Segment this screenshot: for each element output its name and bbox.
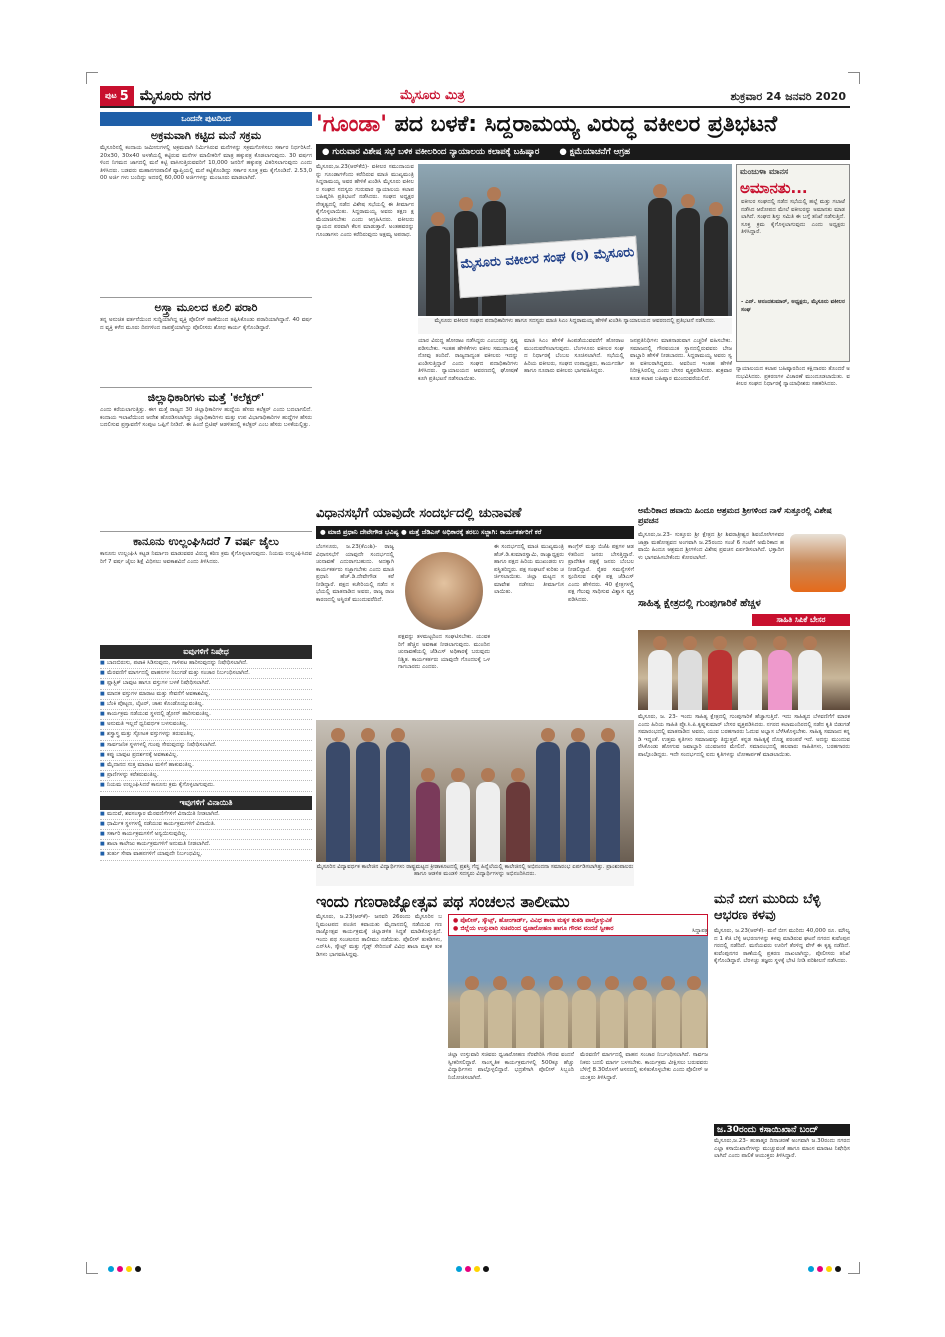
registration-marks <box>108 1266 141 1272</box>
person-figure <box>648 198 672 316</box>
ashram-body: ಮೈಸೂರು,ಜ.23- ಸುತ್ತೂರು ಶ್ರೀ ಕ್ಷೇತ್ರದ ಶ್ರೀ ಶಿವರಾತ್ರೀಶ್ವರ ಶಿವಯೋಗಿಗಳವರ ಜಾತ್ರಾ ಮಹೋತ್ಸವದ ಅಂಗವಾಗಿ ಜ.25ರಂದು ಸಂಜೆ 6 ಗಂಟೆಗೆ ಅಮೆರಿಕಾದ ಹವಾಯಿ ಹಿಂದೂ ಆಶ್ರಮದ ಶ್ರೀಗಳಿಂದ ವಿಶೇಷ ಪ್ರವಚನ ಏರ್ಪಡಿಸಲಾಗಿದೆ. ಭಕ್ತಾದಿಗಳು ಭಾಗವಹಿಸಬೇಕೆಂದು ಕೋರಲಾಗಿದೆ. <box>638 532 784 561</box>
list-item: ■ ಮದುವೆ, ಶವಸಂಸ್ಕಾರ ಮೆರವಣಿಗೆಗಳಿಗೆ ವಿನಾಯಿತಿ ನೀಡಲಾಗಿದೆ. <box>100 810 312 820</box>
person-figure <box>326 742 350 862</box>
sidebox-label: ಮಂಜುಳಾ ಮಾನಸ <box>740 167 789 176</box>
person-figure <box>476 782 500 862</box>
sidebox-byline: - ಎನ್. ಆನಂದಕುಮಾರ್, ಅಧ್ಯಕ್ಷರು, ಮೈಸೂರು ವಕೀಲರ ಸಂಘ <box>741 299 845 313</box>
divider <box>100 531 312 532</box>
ashram-headline: ಅಮೆರಿಕಾದ ಹವಾಯಿ ಹಿಂದೂ ಆಶ್ರಮದ ಶ್ರೀಗಳಿಂದ ನಾಳೆ ಸುತ್ತೂರಲ್ಲಿ ವಿಶೇಷ ಪ್ರವಚನ <box>638 506 832 525</box>
person-figure <box>446 782 470 862</box>
lead-body: ಯಾರ ವಿರುದ್ಧ ಹೋರಾಟ ನಡೆಸಿದ್ದರು ಎಂಬುದನ್ನು ಸ್ಪಷ್ಟಪಡಿಸಬೇಕು. ಇಂತಹ ಹೇಳಿಕೆಗಳು ವಕೀಲ ಸಮುದಾಯಕ್ಕೆ ನೋವು ತಂದಿದೆ. ರಾಜ್ಯದಾದ್ಯಂತ ವಕೀಲರು ಇದನ್ನು ಖಂಡಿಸುತ್ತಿದ್ದಾರೆ ಎಂದು ಸಂಘದ ಪದಾಧಿಕಾರಿಗಳು ತಿಳಿಸಿದರು. ನ್ಯಾಯಾಲಯದ ಆವರಣದಲ್ಲಿ ಘೋಷಣೆ ಕೂಗಿ ಪ್ರತಿಭಟನೆ ನಡೆಸಲಾಯಿತು. <box>418 338 518 382</box>
person-figure <box>704 216 728 316</box>
person-figure <box>536 742 560 862</box>
election-headline: ವಿಧಾನಸಭೆಗೆ ಯಾವುದೇ ಸಂದರ್ಭದಲ್ಲಿ ಚುನಾವಣೆ <box>316 506 522 521</box>
lead-subheadline: ● ಗುರುವಾರ ವಿಶೇಷ ಸಭೆ ಬಳಿಕ ವಕೀಲರಿಂದ ನ್ಯಾಯಾಲಯ ಕಲಾಪಕ್ಕೆ ಬಹಿಷ್ಕಾರ ● ಕ್ಷಮೆಯಾಚನೆಗೆ ಆಗ್ರಹ <box>316 144 850 160</box>
list-item: ■ ಬಾಣಬಿರುಸು, ಪಟಾಕಿ ಸಿಡಿಸುವುದು, ಗಾಳಿಪಟ ಹಾರಿಸುವುದನ್ನು ನಿಷೇಧಿಸಲಾಗಿದೆ. <box>100 659 312 669</box>
lead-body: ಜನಪ್ರತಿನಿಧಿಗಳು ಮಾತನಾಡುವಾಗ ಎಚ್ಚರಿಕೆ ವಹಿಸಬೇಕು. ಸಮಾಜದಲ್ಲಿ ಗೌರವಯುತ ಸ್ಥಾನದಲ್ಲಿರುವವರು ಬೇಜವಾಬ್ದಾರಿ ಹೇಳಿಕೆ ನೀಡಬಾರದು. ಸಿದ್ದರಾಮಯ್ಯ ಅವರು ಸ್ವತಃ ವಕೀಲರಾಗಿದ್ದವರು. ಅವರಿಂದ ಇಂತಹ ಹೇಳಿಕೆ ನಿರೀಕ್ಷಿಸಿರಲಿಲ್ಲ ಎಂದು ಬೇಸರ ವ್ಯಕ್ತಪಡಿಸಿದರು. ಶುಕ್ರವಾರ ಕೂಡ ಕಲಾಪ ಬಹಿಷ್ಕಾರ ಮುಂದುವರೆಯಲಿದೆ. <box>630 338 732 382</box>
sidebox-continued: ನ್ಯಾಯಾಲಯದ ಕಲಾಪ ಬಹಿಷ್ಕಾರದಿಂದ ಕಕ್ಷಿದಾರರು ತೊಂದರೆ ಅನುಭವಿಸಿದರು. ಪ್ರಕರಣಗಳ ವಿಚಾರಣೆ ಮುಂದೂಡಲಾಯಿತು. ವಕೀಲರ ಸಂಘದ ನಿರ್ಧಾರಕ್ಕೆ ನ್ಯಾಯಾಧೀಶರು ಸಹಕರಿಸಿದರು. <box>736 366 850 387</box>
person-figure <box>416 782 440 862</box>
person-figure <box>426 226 450 316</box>
newspaper-page <box>100 86 850 1266</box>
theft-headline: ಮನೆ ಬೀಗ ಮುರಿದು ಬೆಳ್ಳಿ ಆಭರಣ ಕಳವು <box>714 892 821 923</box>
person-figure <box>596 742 620 862</box>
story-headline: ಜಿಲ್ಲಾಧಿಕಾರಿಗಳು ಮತ್ತೆ 'ಕಲೆಕ್ಟರ್' <box>147 391 265 404</box>
list-item: ■ ಕಾರ್ಯಕ್ರಮ ನಡೆಯುವ ಸ್ಥಳದಲ್ಲಿ ಡ್ರೋನ್ ಹಾರಿಸುವಂತಿಲ್ಲ. <box>100 710 312 720</box>
issue-date: ಶುಕ್ರವಾರ 24 ಜನವರಿ 2020 <box>730 90 846 103</box>
story-body: ಎಂದು ಕರೆಯಲಾಗುತ್ತಿತ್ತು. ಈಗ ಮತ್ತೆ ರಾಜ್ಯದ 30 ಜಿಲ್ಲಾಧಿಕಾರಿಗಳ ಹುದ್ದೆಯ ಹೆಸರು ಕಲೆಕ್ಟರ್ ಎಂದು ಬದಲಾಗಲಿದೆ. ಕಂದಾಯ ಇಲಾಖೆಯಿಂದ ಆದೇಶ ಹೊರಡಿಸಲಾಗಿದ್ದು ಜಿಲ್ಲಾಧಿಕಾರಿಗಳು ಮತ್ತು ಉಪ ವಿಭಾಗಾಧಿಕಾರಿಗಳ ಹುದ್ದೆಗಳ ಹೆಸರು ಬದಲಿಸುವ ಪ್ರಸ್ತಾವನೆಗೆ ಸಂಪುಟ ಒಪ್ಪಿಗೆ ನೀಡಿದೆ. ಈ ಹಿಂದೆ ಬ್ರಿಟಿಷ್ ಆಡಳಿತದಲ್ಲಿ ಕಲೆಕ್ಟರ್ ಎಂಬ ಹೆಸರು ಬಳಕೆಯಲ್ಲಿತ್ತು. <box>100 407 312 428</box>
list-item: ■ ಧಾರ್ಮಿಕ ಸ್ಥಳಗಳಲ್ಲಿ ನಡೆಯುವ ಕಾರ್ಯಕ್ರಮಗಳಿಗೆ ವಿನಾಯಿತಿ. <box>100 820 312 830</box>
list-item: ■ ಪ್ರಾಣಿಗಳನ್ನು ಕರೆತರುವಂತಿಲ್ಲ. <box>100 771 312 781</box>
list-item: ■ ಬೆಂಕಿ ಪೊಟ್ಟಣ, ಲೈಟರ್, ಚಾಕು ಕೊಂಡೊಯ್ಯುವಂತಿಲ್ಲ. <box>100 700 312 710</box>
lead-body: ಮೈಸೂರು,ಜ.23(ಆರ್‌ಕೆಬಿ)- ವಕೀಲರ ಸಮುದಾಯವನ್ನು ಗೂಂಡಾಗಳೆಂದು ಕರೆದಿರುವ ಮಾಜಿ ಮುಖ್ಯಮಂತ್ರಿ ಸಿದ್ದರಾಮಯ್ಯ ಅವರ ಹೇಳಿಕೆ ಖಂಡಿಸಿ ಮೈಸೂರು ವಕೀಲರ ಸಂಘದ ಸದಸ್ಯರು ಗುರುವಾರ ನ್ಯಾಯಾಲಯ ಕಲಾಪ ಬಹಿಷ್ಕರಿಸಿ ಪ್ರತಿಭಟನೆ ನಡೆಸಿದರು. ಸಂಘದ ಅಧ್ಯಕ್ಷರ ನೇತೃತ್ವದಲ್ಲಿ ನಡೆದ ವಿಶೇಷ ಸಭೆಯಲ್ಲಿ ಈ ತೀರ್ಮಾನ ಕೈಗೊಳ್ಳಲಾಯಿತು. ಸಿದ್ದರಾಮಯ್ಯ ಅವರು ತಕ್ಷಣ ಕ್ಷಮೆಯಾಚಿಸಬೇಕು ಎಂದು ಆಗ್ರಹಿಸಿದರು. ವಕೀಲರು ನ್ಯಾಯದ ಪರವಾಗಿ ಕೆಲಸ ಮಾಡುತ್ತಾರೆ. ಅಂತಹವರನ್ನು ಗೂಂಡಾಗಳು ಎಂದು ಕರೆದಿರುವುದು ಅಕ್ಷಮ್ಯ ಅಪರಾಧ. <box>316 164 414 238</box>
lead-body: ಮಾಜಿ ಸಿಎಂ ಹೇಳಿಕೆ ಹಿಂಪಡೆಯುವವರೆಗೆ ಹೋರಾಟ ಮುಂದುವರೆಸಲಾಗುವುದು. ಬೆಂಗಳೂರು ವಕೀಲರ ಸಂಘದ ನಿರ್ಧಾರಕ್ಕೆ ಬೆಂಬಲ ಸೂಚಿಸಲಾಗಿದೆ. ಸಭೆಯಲ್ಲಿ ಹಿರಿಯ ವಕೀಲರು, ಸಂಘದ ಉಪಾಧ್ಯಕ್ಷರು, ಕಾರ್ಯದರ್ಶಿ ಹಾಗೂ ನೂರಾರು ವಕೀಲರು ಭಾಗವಹಿಸಿದ್ದರು. <box>524 338 624 374</box>
story-body: ಕಾನೂನು ಉಲ್ಲಂಘಿಸಿ ಕಟ್ಟಡ ನಿರ್ಮಾಣ ಮಾಡುವವರ ವಿರುದ್ಧ ಕಠಿಣ ಕ್ರಮ ಕೈಗೊಳ್ಳಲಾಗುವುದು. ನಿಯಮ ಉಲ್ಲಂಘಿಸಿದವರಿಗೆ 7 ವರ್ಷ ಜೈಲು ಶಿಕ್ಷೆ ವಿಧಿಸಲು ಅವಕಾಶವಿದೆ ಎಂದು ತಿಳಿಸಿದರು. <box>100 551 312 565</box>
person-figure <box>798 650 822 710</box>
story-body: ಮೈಸೂರಿನಲ್ಲಿ ಕಂದಾಯ ಜಮೀನುಗಳಲ್ಲಿ ಅಕ್ರಮವಾಗಿ ನಿರ್ಮಿಸಿರುವ ಮನೆಗಳನ್ನು ಸಕ್ರಮಗೊಳಿಸಲು ಸರ್ಕಾರ ನಿರ್ಧರಿಸಿದೆ. 20x30, 30x40 ಅಳತೆಯಲ್ಲಿ ಕಟ್ಟಿರುವ ಮನೆಗಳ ಮಾಲೀಕರಿಗೆ ಮಾತ್ರ ಹಕ್ಕುಪತ್ರ ಕೊಡಲಾಗುವುದು. 30 ವರ್ಷಗಳಿಂದ ನಿಗಮದ ಜಾಗದಲ್ಲಿ ಮನೆ ಕಟ್ಟಿ ವಾಸಿಸುತ್ತಿರುವವರಿಗೆ 10,000 ಜನರಿಗೆ ಹಕ್ಕುಪತ್ರ ವಿತರಿಸಲಾಗುವುದು ಎಂದು ತಿಳಿಸಿದರು. ಬಡವರು ಮಹಾನಗರಪಾಲಿಕೆ ವ್ಯಾಪ್ತಿಯಲ್ಲಿ ಮನೆ ಕಟ್ಟಿಕೊಂಡಿದ್ದು ಸರ್ಕಾರ ಸೂಕ್ತ ಕ್ರಮ ಕೈಗೊಂಡಿದೆ. 2.53,000 ಅರ್ಜಿ ಗಳು ಬಂದಿದ್ದು ಅದರಲ್ಲಿ 60,000 ಅರ್ಜಿಗಳನ್ನು ಮಂಜೂರು ಮಾಡಲಾಗಿದೆ. <box>100 145 312 181</box>
photo-caption: ಮೈಸೂರು ವಕೀಲರ ಸಂಘದ ಪದಾಧಿಕಾರಿಗಳು ಹಾಗೂ ಸದಸ್ಯರು ಮಾಜಿ ಸಿಎಂ ಸಿದ್ದರಾಮಯ್ಯ ಹೇಳಿಕೆ ಖಂಡಿಸಿ ನ್ಯಾಯಾಲಯದ ಆವರಣದಲ್ಲಿ ಪ್ರತಿಭಟನೆ ನಡೆಸಿದರು. <box>418 318 732 334</box>
book-release-photo <box>638 630 850 710</box>
section-name: ಮೈಸೂರು ನಗರ <box>139 88 211 104</box>
person-figure <box>566 742 590 862</box>
prohibitions-list <box>100 659 312 792</box>
continued-label: ಒಂದನೇ ಪುಟದಿಂದ <box>100 112 312 126</box>
person-figure <box>648 650 672 710</box>
divider <box>100 387 312 388</box>
person-figure <box>628 990 652 1048</box>
list-item: ■ ಸಾರ್ವಜನಿಕ ಸ್ಥಳಗಳಲ್ಲಿ ಗುಂಪು ಸೇರುವುದನ್ನು ನಿಷೇಧಿಸಲಾಗಿದೆ. <box>100 741 312 751</box>
theft-body: ಮೈಸೂರು, ಜ.23(ಆರ್‌ಕೆ)- ಮನೆ ಬೀಗ ಮುರಿದು 40,000 ರೂ. ಮೌಲ್ಯದ 1 ಕೆಜಿ ಬೆಳ್ಳಿ ಆಭರಣಗಳನ್ನು ಕಳವು ಮಾಡಿರುವ ಘಟನೆ ನಗರದ ಕುವೆಂಪುನಗರದಲ್ಲಿ ನಡೆದಿದೆ. ಮನೆಯವರು ಊರಿಗೆ ತೆರಳಿದ್ದ ವೇಳೆ ಈ ಕೃತ್ಯ ನಡೆದಿದೆ. ಕುವೆಂಪುನಗರ ಠಾಣೆಯಲ್ಲಿ ಪ್ರಕರಣ ದಾಖಲಾಗಿದ್ದು, ಪೊಲೀಸರು ತನಿಖೆ ಕೈಗೊಂಡಿದ್ದಾರೆ. ಬೆರಳಚ್ಚು ತಜ್ಞರು ಸ್ಥಳಕ್ಕೆ ಭೇಟಿ ನೀಡಿ ಪರಿಶೀಲನೆ ನಡೆಸಿದರು. <box>714 928 850 964</box>
literature-tag: ಸಾಹಿತಿ ಸಿಪಿಕೆ ಬೇಸರ <box>752 614 850 626</box>
person-figure <box>656 990 680 1048</box>
list-item: ■ ಶಾಲಾ ಕಾಲೇಜು ಕಾರ್ಯಕ್ರಮಗಳಿಗೆ ಅನುಮತಿ ನೀಡಲಾಗಿದೆ. <box>100 840 312 850</box>
election-subheadline: ● ಮಾಜಿ ಪ್ರಧಾನಿ ದೇವೇಗೌಡ ಭವಿಷ್ಯ ● ಮತ್ತೆ ಜೆಡಿಎಸ್ ಅಧಿಕಾರಕ್ಕೆ ತರಲು ಸಜ್ಜಾಗಿ: ಕಾರ್ಯಕರ್ತರಿಗೆ ಕರೆ <box>316 526 634 539</box>
list-item: ■ ಸರ್ಕಾರಿ ಕಾರ್ಯಕ್ರಮಗಳಿಗೆ ಅನ್ವಯಿಸುವುದಿಲ್ಲ. <box>100 830 312 840</box>
person-figure <box>460 990 484 1048</box>
prohibitions-box-title: ಐವುಗಳಿಗೆ ನಿಷೇಧ <box>100 645 312 659</box>
photo-credit: ಸಿದ್ದಾಪತ್ರ <box>692 928 708 934</box>
person-figure <box>572 990 596 1048</box>
protest-photo <box>418 164 732 316</box>
republic-body: ಮೈಸೂರು, ಜ.23(ಆರ್‌ಕೆ)- ಜನವರಿ 26ರಂದು ಮೈಸೂರಿನ ಬನ್ನಿಮಂಟಪದ ಪಂಜಿನ ಕವಾಯತು ಮೈದಾನದಲ್ಲಿ ನಡೆಯುವ ಗಣರಾಜ್ಯೋತ್ಸವ ಕಾರ್ಯಕ್ರಮಕ್ಕೆ ಜಿಲ್ಲಾಡಳಿತ ಸಿದ್ಧತೆ ಮಾಡಿಕೊಳ್ಳುತ್ತಿದೆ. ಇಂದು ಪಥ ಸಂಚಲನದ ತಾಲೀಮು ನಡೆಯಿತು. ಪೊಲೀಸ್ ತುಕಡಿಗಳು, ಎನ್‌ಸಿಸಿ, ಸ್ಕೌಟ್ಸ್ ಮತ್ತು ಗೈಡ್ಸ್ ಸೇರಿದಂತೆ ವಿವಿಧ ಶಾಲಾ ಮಕ್ಕಳ ತುಕಡಿಗಳು ಭಾಗವಹಿಸಿದ್ದವು. <box>316 914 442 958</box>
person-figure <box>678 650 702 710</box>
group-photo <box>316 720 634 862</box>
group-photo-caption: ಮೈಸೂರಿನ ವಿದ್ಯಾವರ್ಧಕ ಕಾಲೇಜಿನ ವಿದ್ಯಾರ್ಥಿಗಳು ರಾಷ್ಟ್ರಮಟ್ಟದ ಕ್ರೀಡಾಕೂಟದಲ್ಲಿ ಪ್ರಶಸ್ತಿ ಗೆದ್ದ ಹಿನ್ನೆಲೆಯಲ್ಲಿ ಕಾಲೇಜಿನಲ್ಲಿ ಅಭಿನಂದನಾ ಸಮಾರಂಭ ಏರ್ಪಡಿಸಲಾಗಿತ್ತು. ಪ್ರಾಂಶುಪಾಲರು ಹಾಗೂ ಆಡಳಿತ ಮಂಡಳಿ ಸದಸ್ಯರು ವಿದ್ಯಾರ್ಥಿಗಳನ್ನು ಅಭಿನಂದಿಸಿದರು. <box>316 864 634 886</box>
paper-logo: ಮೈಸೂರು ಮಿತ್ರ <box>400 88 465 103</box>
list-item: ■ ಪ್ಲಾಸ್ಟಿಕ್ ಬಾವುಟ ಹಾಗೂ ವಸ್ತುಗಳ ಬಳಕೆ ನಿಷೇಧಿಸಲಾಗಿದೆ. <box>100 679 312 689</box>
person-figure <box>768 650 792 710</box>
divider <box>100 297 312 298</box>
crop-mark <box>86 1262 98 1274</box>
list-item: ■ ಮೆರವಣಿಗೆ ಮಾರ್ಗದಲ್ಲಿ ವಾಹನಗಳ ನಿಲುಗಡೆ ಮತ್ತು ಸಂಚಾರ ನಿರ್ಬಂಧಿಸಲಾಗಿದೆ. <box>100 669 312 679</box>
registration-marks <box>456 1266 489 1272</box>
republic-body: ಮೆರವಣಿಗೆ ಮಾರ್ಗದಲ್ಲಿ ವಾಹನ ಸಂಚಾರ ನಿರ್ಬಂಧಿಸಲಾಗಿದೆ. ಸಾರ್ವಜನಿಕರು ಬದಲಿ ಮಾರ್ಗ ಬಳಸಬೇಕು. ಕಾರ್ಯಕ್ರಮ ವೀಕ್ಷಿಸಲು ಬರುವವರು ಬೆಳಿಗ್ಗೆ 8.30ರೊಳಗೆ ಆಸನದಲ್ಲಿ ಕುಳಿತುಕೊಳ್ಳಬೇಕು ಎಂದು ಪೊಲೀಸ್ ಆಯುಕ್ತರು ತಿಳಿಸಿದ್ದಾರೆ. <box>580 1052 708 1081</box>
story-headline: ಕಾನೂನು ಉಲ್ಲಂಘಿಸಿದರೆ 7 ವರ್ಷ ಜೈಲು <box>133 535 279 548</box>
list-item: ■ ಕಪ್ಪು ಬಾವುಟ ಪ್ರದರ್ಶನಕ್ಕೆ ಅವಕಾಶವಿಲ್ಲ. <box>100 751 312 761</box>
person-figure <box>738 650 762 710</box>
slaughterhouse-headline: ಜ.30ರಂದು ಕಸಾಯಿಖಾನೆ ಬಂದ್ <box>714 1124 850 1136</box>
list-item: ■ ನಿಯಮ ಉಲ್ಲಂಘಿಸಿದರೆ ಕಾನೂನು ಕ್ರಮ ಕೈಗೊಳ್ಳಲಾಗುವುದು. <box>100 781 312 791</box>
story-body: ತನ್ನ ಅನುಚಿತ ವರ್ತನೆಯಿಂದ ಸುದ್ದಿಯಾಗಿದ್ದ ವ್ಯಕ್ತಿ ಪೊಲೀಸ್ ಠಾಣೆಯಿಂದ ತಪ್ಪಿಸಿಕೊಂಡು ಪರಾರಿಯಾಗಿದ್ದಾನೆ. 40 ವರ್ಷದ ವ್ಯಕ್ತಿ ಕಳೆದ ಮೂರು ದಿನಗಳಿಂದ ನಾಪತ್ತೆಯಾಗಿದ್ದು ಪೊಲೀಸರು ಶೋಧ ಕಾರ್ಯ ಕೈಗೊಂಡಿದ್ದಾರೆ. <box>100 317 312 331</box>
left-column <box>100 112 312 861</box>
sidebox-title: ಅಮಾನತು... <box>740 179 808 197</box>
story-headline: ಅಸ್ತ್ರಾ ಮೂಲದ ಕೂಲಿ ಪರಾರಿ <box>154 301 258 314</box>
parade-photo <box>448 936 708 1048</box>
slaughterhouse-body: ಮೈಸೂರು,ಜ.23- ಹುತಾತ್ಮರ ದಿನಾಚರಣೆ ಅಂಗವಾಗಿ ಜ.30ರಂದು ನಗರದ ಎಲ್ಲಾ ಕಸಾಯಿಖಾನೆಗಳನ್ನು ಮುಚ್ಚುವಂತೆ ಹಾಗೂ ಮಾಂಸ ಮಾರಾಟ ನಿಷೇಧಿಸಲಾಗಿದೆ ಎಂದು ಪಾಲಿಕೆ ಆಯುಕ್ತರು ತಿಳಿಸಿದ್ದಾರೆ. <box>714 1138 850 1159</box>
election-body: ಬೆಂಗಳೂರು, ಜ.23(ಕೆಎಂಶಿ)- ರಾಜ್ಯ ವಿಧಾನಸಭೆಗೆ ಯಾವುದೇ ಸಂದರ್ಭದಲ್ಲಿ ಚುನಾವಣೆ ಎದುರಾಗಬಹುದು. ಅದಕ್ಕಾಗಿ ಕಾರ್ಯಕರ್ತರು ಸಜ್ಜಾಗಬೇಕು ಎಂದು ಮಾಜಿ ಪ್ರಧಾನಿ ಹೆಚ್.ಡಿ.ದೇವೇಗೌಡ ಕರೆ ನೀಡಿದ್ದಾರೆ. ಪಕ್ಷದ ಕಚೇರಿಯಲ್ಲಿ ನಡೆದ ಸಭೆಯಲ್ಲಿ ಮಾತನಾಡಿದ ಅವರು, ರಾಜ್ಯ ರಾಜಕಾರಣದಲ್ಲಿ ಅಸ್ಥಿರತೆ ಮುಂದುವರೆದಿದೆ. <box>316 544 394 603</box>
republic-subheadline: ● ಪೊಲೀಸ್, ಸ್ಕೌಟ್ಸ್, ಹೋಂಗಾರ್ಡ್, ವಿವಿಧ ಶಾಲಾ ಮಕ್ಕಳ ತುಕಡಿ ಪಾಲ್ಗೊಳ್ಳುವಿಕೆ ● ಜಿಲ್ಲೆಯ ಉಸ್ತುವಾರಿ ಸಚಿವರಿಂದ ಧ್ವಜಾರೋಹಣ ಹಾಗೂ ಗೌರವ ವಂದನೆ ಸ್ವೀಕಾರ <box>448 914 708 936</box>
literature-body: ಮೈಸೂರು, ಜ. 23- ಇಂದು ಸಾಹಿತ್ಯ ಕ್ಷೇತ್ರದಲ್ಲಿ ಗುಂಪುಗಾರಿಕೆ ಹೆಚ್ಚಾಗುತ್ತಿದೆ. ಇದು ಸಾಹಿತ್ಯದ ಬೆಳವಣಿಗೆಗೆ ಮಾರಕ ಎಂದು ಹಿರಿಯ ಸಾಹಿತಿ ಪ್ರೊ.ಸಿ.ಪಿ.ಕೃಷ್ಣಕುಮಾರ್ ಬೇಸರ ವ್ಯಕ್ತಪಡಿಸಿದರು. ನಗರದ ಕಲಾಮಂದಿರದಲ್ಲಿ ನಡೆದ ಕೃತಿ ಬಿಡುಗಡೆ ಸಮಾರಂಭದಲ್ಲಿ ಮಾತನಾಡಿದ ಅವರು, ಯುವ ಬರಹಗಾರರು ಓದುವ ಅಭ್ಯಾಸ ಬೆಳೆಸಿಕೊಳ್ಳಬೇಕು. ಸಾಹಿತ್ಯ ಸಮಾಜದ ಕನ್ನಡಿ ಇದ್ದಂತೆ. ಉತ್ತಮ ಕೃತಿಗಳು ಸಮಾಜವನ್ನು ತಿದ್ದುತ್ತವೆ. ಕನ್ನಡ ಸಾಹಿತ್ಯಕ್ಕೆ ದೊಡ್ಡ ಪರಂಪರೆ ಇದೆ. ಅದನ್ನು ಮುಂದುವರೆಸಿಕೊಂಡು ಹೋಗುವ ಜವಾಬ್ದಾರಿ ಯುವಜನರ ಮೇಲಿದೆ. ಸಮಾರಂಭದಲ್ಲಿ ಹಲವಾರು ಸಾಹಿತಿಗಳು, ಬರಹಗಾರರು ಪಾಲ್ಗೊಂಡಿದ್ದರು. ಇದೇ ಸಂದರ್ಭದಲ್ಲಿ ಐದು ಕೃತಿಗಳನ್ನು ಲೋಕಾರ್ಪಣೆ ಮಾಡಲಾಯಿತು. <box>638 714 850 758</box>
masthead <box>100 86 850 108</box>
person-figure <box>356 742 380 862</box>
list-item: ■ ಮಾದಕ ವಸ್ತುಗಳ ಮಾರಾಟ ಮತ್ತು ಸೇವನೆಗೆ ಅವಕಾಶವಿಲ್ಲ. <box>100 690 312 700</box>
registration-marks <box>808 1266 841 1272</box>
leader-portrait <box>405 552 483 630</box>
list-item: ■ ತುರ್ತು ಸೇವಾ ವಾಹನಗಳಿಗೆ ಯಾವುದೇ ನಿರ್ಬಂಧವಿಲ್ಲ. <box>100 850 312 860</box>
republic-body: ಜಿಲ್ಲಾ ಉಸ್ತುವಾರಿ ಸಚಿವರು ಧ್ವಜಾರೋಹಣ ನೆರವೇರಿಸಿ ಗೌರವ ವಂದನೆ ಸ್ವೀಕರಿಸಲಿದ್ದಾರೆ. ಸಾಂಸ್ಕೃತಿಕ ಕಾರ್ಯಕ್ರಮಗಳಲ್ಲಿ 500ಕ್ಕೂ ಹೆಚ್ಚು ವಿದ್ಯಾರ್ಥಿಗಳು ಪಾಲ್ಗೊಳ್ಳಲಿದ್ದಾರೆ. ಭದ್ರತೆಗಾಗಿ ಪೊಲೀಸ್ ಸಿಬ್ಬಂದಿ ನಿಯೋಜಿಸಲಾಗಿದೆ. <box>448 1052 574 1081</box>
list-item: ■ ಅನುಮತಿ ಇಲ್ಲದೆ ಧ್ವನಿವರ್ಧಕ ಬಳಸುವಂತಿಲ್ಲ. <box>100 720 312 730</box>
exemptions-list <box>100 810 312 861</box>
story-headline: ಅಕ್ರಮವಾಗಿ ಕಟ್ಟಿದ ಮನೆ ಸಕ್ರಮ <box>150 129 262 142</box>
person-figure <box>488 990 512 1048</box>
person-figure <box>676 208 700 316</box>
page-number-badge: ಪುಟ 5 <box>100 86 134 106</box>
opinion-sidebox <box>736 164 850 362</box>
person-figure <box>386 742 410 862</box>
person-figure <box>516 990 540 1048</box>
lead-headline: 'ಗೂಂಡಾ' ಪದ ಬಳಕೆ: ಸಿದ್ದರಾಮಯ್ಯ ವಿರುದ್ಧ ವಕೀಲರ ಪ್ರತಿಭಟನೆ <box>316 112 778 137</box>
crop-mark <box>86 72 98 84</box>
crop-mark <box>848 72 860 84</box>
election-body: ಕಾಂಗ್ರೆಸ್ ಮತ್ತು ಬಿಜೆಪಿ ಪಕ್ಷಗಳ ಆಡಳಿತದಿಂದ ಜನರು ಬೇಸತ್ತಿದ್ದಾರೆ. ಪ್ರಾದೇಶಿಕ ಪಕ್ಷಕ್ಕೆ ಜನರು ಬೆಂಬಲ ನೀಡಲಿದ್ದಾರೆ. ರೈತರ ಸಮಸ್ಯೆಗಳಿಗೆ ಸ್ಪಂದಿಸುವ ಏಕೈಕ ಪಕ್ಷ ಜೆಡಿಎಸ್ ಎಂದು ಹೇಳಿದರು. 40 ಕ್ಷೇತ್ರಗಳಲ್ಲಿ ಪಕ್ಷ ಗೆಲುವು ಸಾಧಿಸುವ ವಿಶ್ವಾಸ ವ್ಯಕ್ತಪಡಿಸಿದರು. <box>568 544 634 603</box>
person-figure <box>506 782 530 862</box>
swami-portrait <box>790 534 846 592</box>
person-figure <box>600 990 624 1048</box>
person-figure <box>682 990 706 1048</box>
election-body: ಈ ಸಂದರ್ಭದಲ್ಲಿ ಮಾಜಿ ಮುಖ್ಯಮಂತ್ರಿ ಹೆಚ್.ಡಿ.ಕುಮಾರಸ್ವಾಮಿ, ರಾಜ್ಯಾಧ್ಯಕ್ಷರು ಹಾಗೂ ಪಕ್ಷದ ಹಿರಿಯ ಮುಖಂಡರು ಉಪಸ್ಥಿತರಿದ್ದರು. ಪಕ್ಷ ಸಂಘಟನೆ ಕುರಿತು ಚರ್ಚಿಸಲಾಯಿತು. ಜಿಲ್ಲಾ ಮಟ್ಟದ ಸಮಾವೇಶ ನಡೆಸಲು ತೀರ್ಮಾನಿಸಲಾಯಿತು. <box>494 544 564 595</box>
literature-headline: ಸಾಹಿತ್ಯ ಕ್ಷೇತ್ರದಲ್ಲಿ ಗುಂಪುಗಾರಿಕೆ ಹೆಚ್ಚಳ <box>638 598 761 609</box>
person-figure <box>708 650 732 710</box>
election-body: ಪಕ್ಷವನ್ನು ತಳಮಟ್ಟದಿಂದ ಸಂಘಟಿಸಬೇಕು. ಯುವಕರಿಗೆ ಹೆಚ್ಚಿನ ಅವಕಾಶ ನೀಡಲಾಗುವುದು. ಮುಂದಿನ ಚುನಾವಣೆಯಲ್ಲಿ ಜೆಡಿಎಸ್ ಅಧಿಕಾರಕ್ಕೆ ಬರುವುದು ನಿಶ್ಚಿತ. ಕಾರ್ಯಕರ್ತರು ಯಾವುದೇ ಗೊಂದಲಕ್ಕೆ ಒಳಗಾಗಬಾರದು ಎಂದರು. <box>398 634 490 670</box>
exemptions-box-title: ಇವುಗಳಿಗೆ ವಿನಾಯಿತಿ <box>100 796 312 810</box>
sidebox-body: ವಕೀಲರ ಸಂಘದಲ್ಲಿ ನಡೆದ ಸಭೆಯಲ್ಲಿ ಹಲ್ಲೆ ಮತ್ತು ಗಲಾಟೆ ನಡೆಸಿದ ಆರೋಪದ ಮೇಲೆ ವಕೀಲರನ್ನು ಅಮಾನತು ಮಾಡಲಾಗಿದೆ. ಸಂಘದ ಶಿಸ್ತು ಸಮಿತಿ ಈ ಬಗ್ಗೆ ತನಿಖೆ ನಡೆಸುತ್ತಿದೆ. ಸೂಕ್ತ ಕ್ರಮ ಕೈಗೊಳ್ಳಲಾಗುವುದು ಎಂದು ಅಧ್ಯಕ್ಷರು ತಿಳಿಸಿದ್ದಾರೆ. <box>741 199 845 235</box>
republic-headline: ಇಂದು ಗಣರಾಜ್ಯೋತ್ಸವ ಪಥ ಸಂಚಲನ ತಾಲೀಮು <box>316 892 570 911</box>
association-banner: ಮೈಸೂರು ವಕೀಲರ ಸಂಘ (ರಿ) ಮೈಸೂರು <box>456 236 639 298</box>
list-item: ■ ಮೈದಾನದ ಸುತ್ತ ಮಾರಾಟ ಮಳಿಗೆ ಹಾಕುವಂತಿಲ್ಲ. <box>100 761 312 771</box>
person-figure <box>544 990 568 1048</box>
list-item: ■ ಶಸ್ತ್ರಾಸ್ತ್ರ ಮತ್ತು ಸ್ಫೋಟಕ ವಸ್ತುಗಳನ್ನು ತರುವಂತಿಲ್ಲ. <box>100 730 312 740</box>
